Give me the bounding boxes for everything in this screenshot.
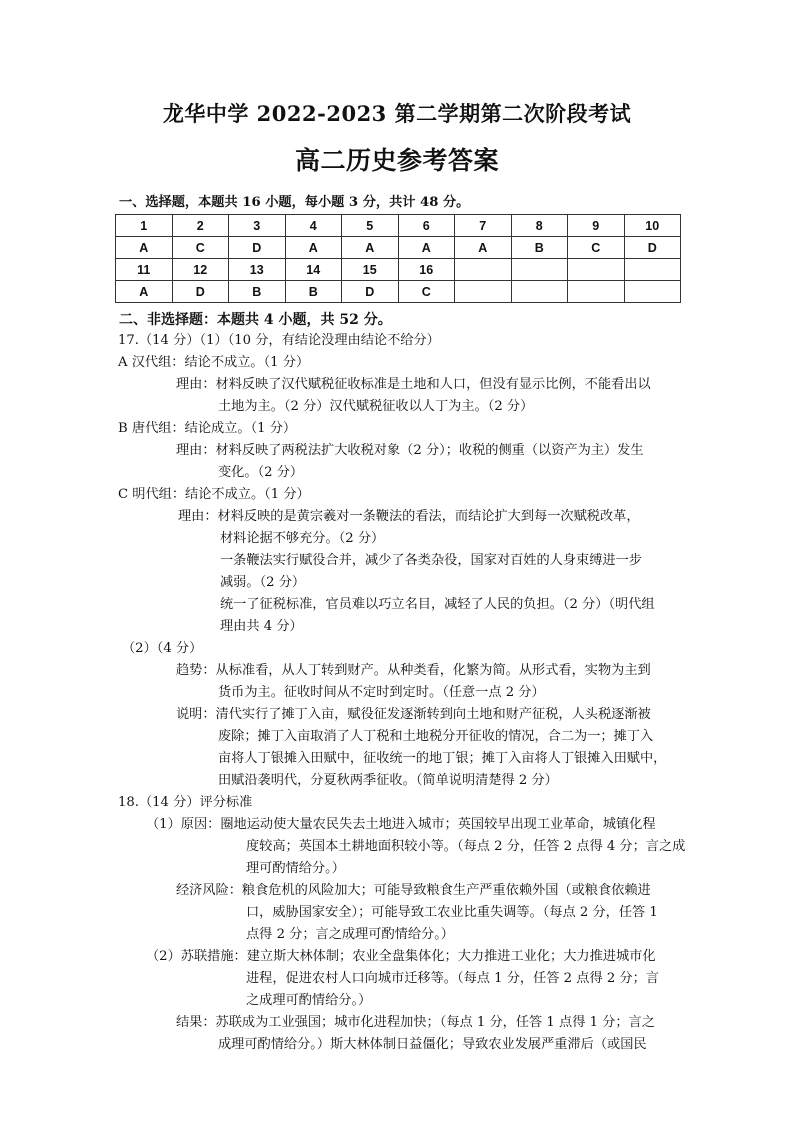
q18-reason-cont-2: 理可酌情给分。） xyxy=(246,861,345,876)
q18-reason: （1）原因：圈地运动使大量农民失去土地进入城市；英国较早出现工业革命，城镇化程 xyxy=(146,817,656,832)
question-number-cell: 3 xyxy=(229,215,286,237)
q17-a-conclusion: A 汉代组：结论不成立。（1 分） xyxy=(118,355,310,370)
answer-cell: C xyxy=(172,237,229,259)
q18-risk: 经济风险：粮食危机的风险加大；可能导致粮食生产严重依赖外国（或粮食依赖进 xyxy=(176,883,651,898)
answer-cell: B xyxy=(285,281,342,303)
q17-explain-cont-1: 废除；摊丁入亩取消了人丁税和土地税分开征收的情况，合二为一；摊丁入 xyxy=(218,729,654,744)
answer-cell: D xyxy=(172,281,229,303)
question-number-cell: 10 xyxy=(624,215,681,237)
q17-b-reason-cont: 变化。（2 分） xyxy=(218,465,304,480)
q18-measures: （2）苏联措施：建立斯大林体制；农业全盘集体化；大力推进工业化；大力推进城市化 xyxy=(146,949,656,964)
answer-cell xyxy=(455,281,512,303)
q17-explain-cont-2: 亩将人丁银摊入田赋中，征收统一的地丁银；摊丁入亩将人丁银摊入田赋中， xyxy=(218,751,667,766)
answer-table-row xyxy=(116,215,681,237)
section-1-heading: 一、选择题，本题共 16 小题，每小题 3 分，共计 48 分。 xyxy=(119,195,470,210)
q17-c-conclusion: C 明代组：结论不成立。（1 分） xyxy=(118,487,310,502)
answer-table-row xyxy=(116,237,681,259)
exam-title: 龙华中学 2022-2023 第二学期第二次阶段考试 xyxy=(162,101,632,126)
answer-cell: B xyxy=(511,237,568,259)
q17-part2-header: （2）（4 分） xyxy=(122,641,203,656)
q17-c-reason-2: 一条鞭法实行赋役合并，减少了各类杂役，国家对百姓的人身束缚进一步 xyxy=(220,553,642,568)
q17-explain: 说明：清代实行了摊丁入亩，赋役征发逐渐转到向土地和财产征税，人头税逐渐被 xyxy=(176,707,651,722)
q18-risk-cont-2: 点得 2 分；言之成理可酌情给分。） xyxy=(246,927,454,942)
q17-trend: 趋势：从标准看，从人丁转到财产。从种类看，化繁为简。从形式看，实物为主到 xyxy=(176,663,651,678)
q17-b-conclusion: B 唐代组：结论成立。（1 分） xyxy=(118,421,297,436)
answer-cell: D xyxy=(342,281,399,303)
answer-table-row xyxy=(116,259,681,281)
q18-result: 结果：苏联成为工业强国；城市化进程加快；（每点 1 分，任答 1 点得 1 分；言之 xyxy=(176,1015,655,1030)
question-number-cell: 2 xyxy=(172,215,229,237)
q17-c-reason-2-cont: 减弱。（2 分） xyxy=(220,575,306,590)
answer-cell: A xyxy=(116,237,173,259)
answer-cell: D xyxy=(229,237,286,259)
question-number-cell xyxy=(568,259,625,281)
q17-c-reason-cont: 材料论据不够充分。（2 分） xyxy=(220,531,385,546)
q18-result-cont: 成理可酌情给分。）斯大林体制日益僵化；导致农业发展严重滞后（或国民 xyxy=(218,1037,647,1052)
question-number-cell: 15 xyxy=(342,259,399,281)
q17-header: 17.（14 分）（1）（10 分，有结论没理由结论不给分） xyxy=(118,333,440,348)
question-number-cell xyxy=(455,259,512,281)
question-number-cell: 4 xyxy=(285,215,342,237)
q17-a-reason: 理由：材料反映了汉代赋税征收标准是土地和人口，但没有显示比例，不能看出以 xyxy=(176,377,651,392)
question-number-cell: 13 xyxy=(229,259,286,281)
section-2-heading: 二、非选择题：本题共 4 小题，共 52 分。 xyxy=(119,312,392,328)
answer-table-row xyxy=(116,281,681,303)
q18-measures-cont-1: 进程，促进农村人口向城市迁移等。（每点 1 分，任答 2 点得 2 分；言 xyxy=(246,971,659,986)
answer-table xyxy=(115,214,681,303)
question-number-cell: 9 xyxy=(568,215,625,237)
question-number-cell: 8 xyxy=(511,215,568,237)
answer-cell xyxy=(568,281,625,303)
q17-explain-cont-3: 田赋沿袭明代，分夏秋两季征收。（简单说明清楚得 2 分） xyxy=(218,773,558,788)
q18-measures-cont-2: 之成理可酌情给分。） xyxy=(246,993,372,1008)
q18-risk-cont-1: 口，威胁国家安全）；可能导致工农业比重失调等。（每点 2 分，任答 1 xyxy=(246,905,658,920)
q17-a-reason-cont: 土地为主。（2 分）汉代赋税征收以人丁为主。（2 分） xyxy=(218,399,534,414)
answer-cell: C xyxy=(568,237,625,259)
question-number-cell xyxy=(511,259,568,281)
answer-cell: B xyxy=(229,281,286,303)
q17-c-reason-3-cont: 理由共 4 分） xyxy=(220,619,303,634)
question-number-cell: 6 xyxy=(398,215,455,237)
question-number-cell: 12 xyxy=(172,259,229,281)
answer-cell: A xyxy=(455,237,512,259)
answer-cell: A xyxy=(285,237,342,259)
exam-subtitle: 高二历史参考答案 xyxy=(294,146,499,175)
q18-header: 18.（14 分）评分标准 xyxy=(118,795,253,810)
answer-cell: D xyxy=(624,237,681,259)
question-number-cell: 16 xyxy=(398,259,455,281)
question-number-cell: 1 xyxy=(116,215,173,237)
answer-cell xyxy=(624,281,681,303)
q17-trend-cont: 货币为主。征收时间从不定时到定时。（任意一点 2 分） xyxy=(218,685,545,700)
question-number-cell: 7 xyxy=(455,215,512,237)
question-number-cell: 11 xyxy=(116,259,173,281)
q18-reason-cont-1: 度较高；英国本土耕地面积较小等。（每点 2 分，任答 2 点得 4 分；言之成 xyxy=(246,839,686,854)
q17-c-reason-3: 统一了征税标准，官员难以巧立名目，减轻了人民的负担。（2 分）（明代组 xyxy=(220,597,655,612)
q17-b-reason: 理由：材料反映了两税法扩大收税对象（2 分）；收税的侧重（以资产为主）发生 xyxy=(176,443,644,458)
question-number-cell xyxy=(624,259,681,281)
answer-cell xyxy=(511,281,568,303)
q17-c-reason: 理由：材料反映的是黄宗羲对一条鞭法的看法，而结论扩大到每一次赋税改革， xyxy=(178,509,640,524)
question-number-cell: 5 xyxy=(342,215,399,237)
answer-cell: C xyxy=(398,281,455,303)
answer-cell: A xyxy=(342,237,399,259)
question-number-cell: 14 xyxy=(285,259,342,281)
answer-cell: A xyxy=(398,237,455,259)
answer-cell: A xyxy=(116,281,173,303)
